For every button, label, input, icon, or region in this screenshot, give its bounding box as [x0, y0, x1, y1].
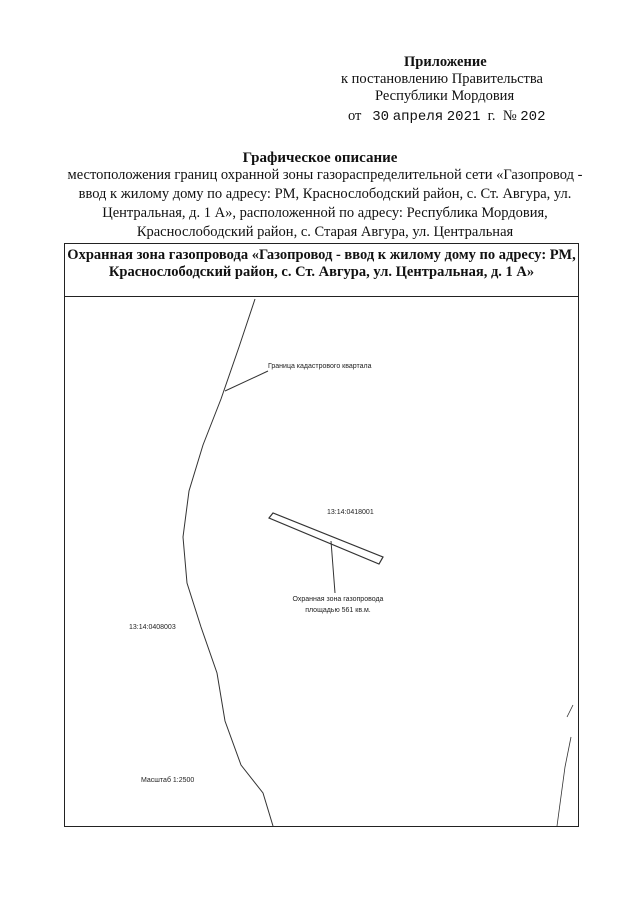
- boundary-leader-line: [225, 371, 268, 391]
- description-title: Графическое описание: [242, 150, 398, 166]
- scale-label: Масштаб 1:2500: [141, 777, 195, 784]
- appendix-date-line: [348, 108, 546, 125]
- appendix-decree-line: к постановлению Правительства: [341, 71, 543, 87]
- right-boundary-fragment: [557, 705, 573, 826]
- number-sign: №: [502, 108, 517, 124]
- decree-number: 202: [520, 109, 546, 125]
- cadastral-boundary-line: [183, 299, 273, 826]
- zone-leader-line: [331, 541, 335, 593]
- date-year: 2021: [446, 109, 481, 125]
- map-drawing: [65, 297, 578, 826]
- protection-zone-polygon: [269, 513, 383, 564]
- date-prefix: от: [348, 108, 362, 124]
- map-header: Охранная зона газопровода «Газопровод - ввод к жилому дому по адресу: РМ, Краснослободский район, с. Ст. Авгура, ул. Центральная, д. 1 А»: [65, 244, 578, 297]
- date-month: апреля: [392, 109, 444, 125]
- date-suffix: г.: [487, 108, 496, 124]
- parcel-label-0418001: 13:14:0418001: [327, 509, 374, 516]
- zone-label-line2: площадью 561 кв.м.: [305, 607, 371, 614]
- appendix-government-line: Республики Мордовия: [375, 88, 515, 104]
- description-body: местоположения границ охранной зоны газораспределительной сети «Газопровод - ввод к жилому дому по адресу: РМ, Краснослободский район, с. Ст. Авгура, ул. Центральная, д. 1 А», расположенной по адресу: Республика Мордовия, Краснослободский район, с. Старая Авгура, ул. Центральная: [67, 167, 583, 240]
- map-frame: [64, 243, 579, 827]
- boundary-label: Граница кадастрового квартала: [268, 363, 372, 370]
- date-day: 30: [372, 109, 390, 125]
- zone-label: [283, 594, 393, 616]
- zone-label-line1: Охранная зона газопровода: [292, 596, 384, 603]
- parcel-label-0408003: 13:14:0408003: [129, 624, 176, 631]
- map-area: [65, 297, 578, 826]
- appendix-title: Приложение: [404, 54, 487, 70]
